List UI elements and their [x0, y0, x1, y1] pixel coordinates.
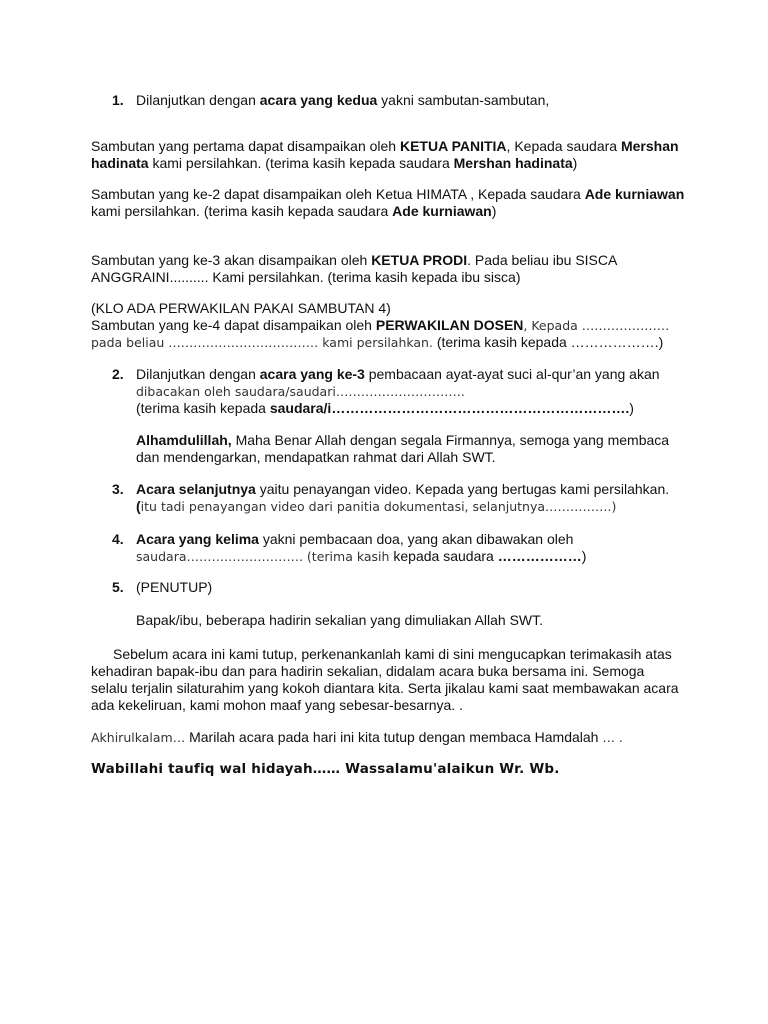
sambutan-4-line-1: Sambutan yang ke-4 dapat disampaikan oleh PERWAKILAN DOSEN, Kepada ………………… — [91, 317, 670, 333]
item-2-number: 2. — [112, 366, 124, 382]
closing-salutation: Wabillahi taufiq wal hidayah…… Wassalamu'alaikun Wr. Wb. — [91, 761, 560, 777]
sambutan-4-note: (KLO ADA PERWAKILAN PAKAI SAMBUTAN 4) — [91, 300, 391, 316]
item-2-line-1: Dilanjutkan dengan acara yang ke-3 pembacaan ayat-ayat suci al-qur’an yang akan — [136, 366, 660, 382]
sambutan-2-paragraph: Sambutan yang ke-2 dapat disampaikan oleh Ketua HIMATA , Kepada saudara Ade kurniawan kami persilahkan. (terima kasih kepada saudara Ade kurniawan) — [91, 186, 685, 219]
akhirulkalam-line: Akhirulkalam… Marilah acara pada hari ini kita tutup dengan membaca Hamdalah … . — [91, 729, 623, 745]
item-1-number: 1. — [112, 92, 124, 108]
item-5-number: 5. — [112, 579, 124, 595]
item-4-line-1: Acara yang kelima yakni pembacaan doa, yang akan dibawakan oleh — [136, 531, 574, 547]
item-3-line-2: (itu tadi penayangan video dari panitia dokumentasi, selanjutnya…………….) — [136, 498, 617, 514]
sambutan-3-paragraph: Sambutan yang ke-3 akan disampaikan oleh KETUA PRODI. Pada beliau ibu SISCA ANGGRAINI.......... Kami persilahkan. (terima kasih kepada ibu sisca) — [91, 252, 617, 285]
item-2-line-3: (terima kasih kepada saudara/i……………………………………………………….) — [136, 400, 634, 416]
sambutan-4-line-2: pada beliau ……………………………… kami persilahkan. (terima kasih kepada ……………….) — [91, 334, 664, 350]
item-5-text: (PENUTUP) — [136, 579, 213, 595]
sambutan-1-paragraph: Sambutan yang pertama dapat disampaikan oleh KETUA PANITIA, Kepada saudara Mershan hadinata kami persilahkan. (terima kasih kepada saudara Mershan hadinata) — [91, 138, 679, 171]
item-3-line-1: Acara selanjutnya yaitu penayangan video. Kepada yang bertugas kami persilahkan. — [136, 481, 670, 497]
item-3-number: 3. — [112, 481, 124, 497]
item-4-number: 4. — [112, 531, 124, 547]
item-2-line-2: dibacakan oleh saudara/saudari…………………………. — [136, 384, 465, 399]
closing-paragraph: Sebelum acara ini kami tutup, perkenankanlah kami di sini mengucapkan terimakasih atas kehadiran bapak-ibu dan para hadirin sekalian, didalam acara buka bersama ini. Semoga selalu terjalin silaturahim yang kokoh diantara kita. Serta jikalau kami saat membawakan acara ada kekeliruan, kami mohon maaf yang sebesar-besarnya. . — [91, 646, 679, 713]
bapak-ibu-line: Bapak/ibu, beberapa hadirin sekalian yang dimuliakan Allah SWT. — [136, 612, 544, 628]
alhamdulillah-paragraph: Alhamdulillah, Maha Benar Allah dengan segala Firmannya, semoga yang membaca dan mendengarkan, mendapatkan rahmat dari Allah SWT. — [136, 432, 670, 465]
item-4-line-2: saudara………………………. (terima kasih kepada saudara ………………) — [136, 548, 587, 564]
item-1-text: Dilanjutkan dengan acara yang kedua yakni sambutan-sambutan, — [136, 92, 550, 108]
